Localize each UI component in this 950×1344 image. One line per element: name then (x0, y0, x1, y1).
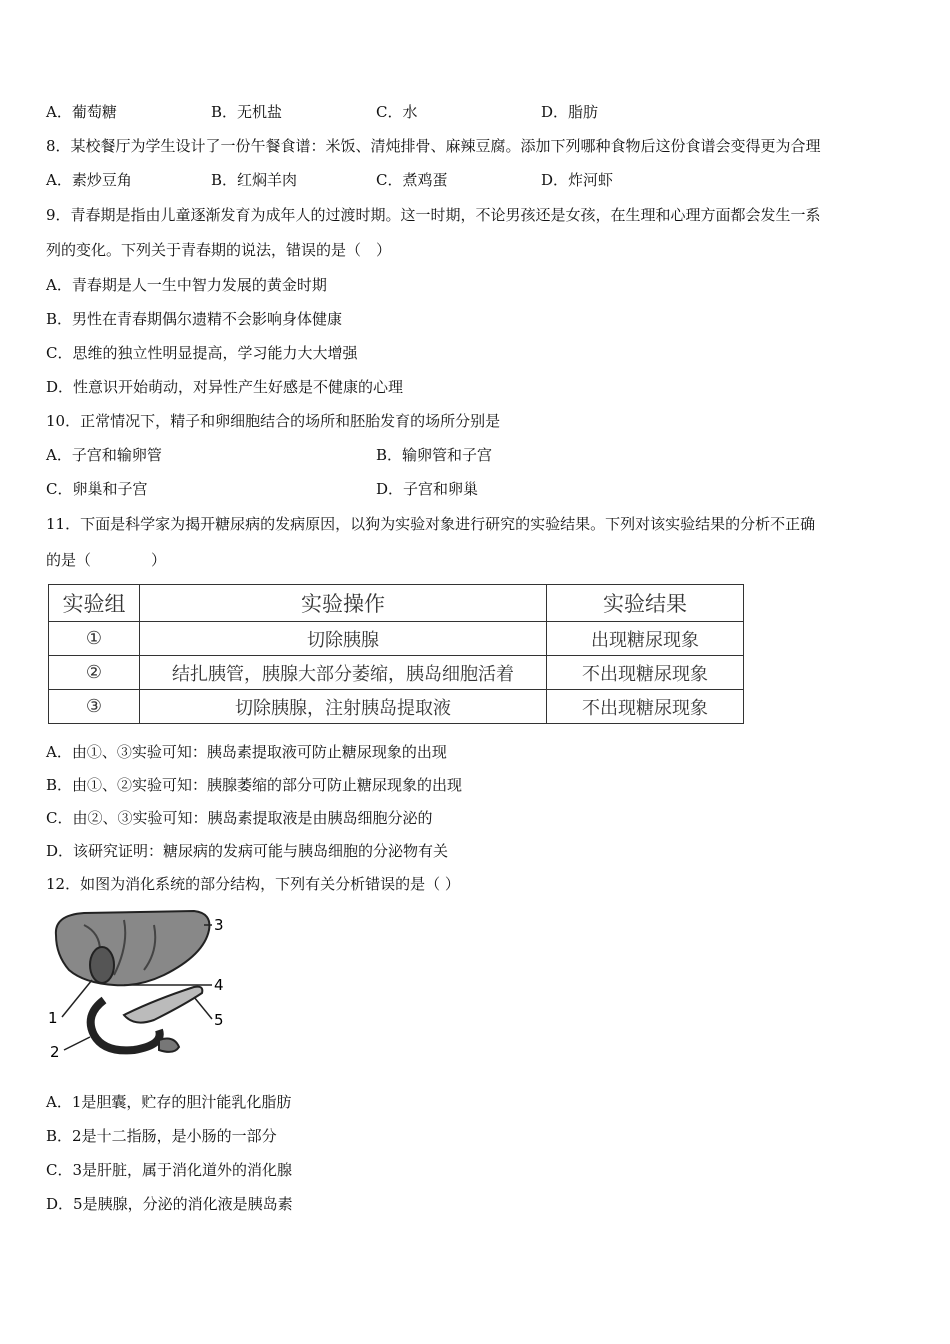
table-cell: 不出现糖尿现象 (547, 656, 744, 690)
q11-option-a: A．由①、③实验可知：胰岛素提取液可防止糖尿现象的出现 (46, 743, 447, 761)
q7-option-d: D．脂肪 (541, 103, 599, 121)
q7-option-b: B．无机盐 (211, 103, 283, 121)
pancreas-shape (124, 987, 202, 1023)
q11-option-d: D．该研究证明：糖尿病的发病可能与胰岛细胞的分泌物有关 (46, 842, 449, 860)
table-cell: ② (49, 656, 140, 690)
q9-option-c: C．思维的独立性明显提高，学习能力大大增强 (46, 344, 358, 362)
q12-stem: 12．如图为消化系统的部分结构，下列有关分析错误的是（ ） (46, 875, 460, 893)
table-row (49, 622, 744, 656)
q7-options (46, 102, 706, 122)
q9-option-d: D．性意识开始萌动，对异性产生好感是不健康的心理 (46, 378, 404, 396)
table-header: 实验操作 (140, 585, 547, 622)
q9-stem-line1: 9．青春期是指由儿童逐渐发育为成年人的过渡时期。这一时期，不论男孩还是女孩，在生理和心理方面都会发生一系 (46, 206, 821, 224)
q8-option-b: B．红焖羊肉 (211, 171, 298, 189)
figure-label-1: 1 (48, 1009, 58, 1027)
q8-option-c: C．煮鸡蛋 (376, 171, 448, 189)
table-row (49, 656, 744, 690)
table-cell: ① (49, 622, 140, 656)
table-header-row (49, 585, 744, 622)
liver-shape (56, 911, 210, 985)
q7-option-c: C．水 (376, 103, 418, 121)
experiment-table (48, 584, 744, 724)
q8-stem: 8．某校餐厅为学生设计了一份午餐食谱：米饭、清炖排骨、麻辣豆腐。添加下列哪种食物后这份食谱会变得更为合理 (46, 137, 821, 155)
q12-option-b: B．2是十二指肠，是小肠的一部分 (46, 1127, 277, 1145)
q10-stem: 10．正常情况下，精子和卵细胞结合的场所和胚胎发育的场所分别是 (46, 412, 501, 430)
q7-option-a: A．葡萄糖 (46, 103, 117, 121)
q8-option-d: D．炸河虾 (541, 171, 614, 189)
q8-options (46, 170, 706, 190)
q10-option-d: D．子宫和卵巢 (376, 480, 479, 498)
q11-option-c: C．由②、③实验可知：胰岛素提取液是由胰岛细胞分泌的 (46, 809, 433, 827)
table-cell: 切除胰腺，注射胰岛提取液 (140, 690, 547, 724)
q10-option-c: C．卵巢和子宫 (46, 480, 148, 498)
q12-option-a: A．1是胆囊，贮存的胆汁能乳化脂肪 (46, 1093, 292, 1111)
table-cell: 切除胰腺 (140, 622, 547, 656)
table-header: 实验结果 (547, 585, 744, 622)
q10-options-row2 (46, 479, 706, 499)
q10-option-a: A．子宫和输卵管 (46, 446, 162, 464)
q8-option-a: A．素炒豆角 (46, 171, 132, 189)
figure-label-2: 2 (50, 1043, 60, 1061)
table-cell: ③ (49, 690, 140, 724)
table-cell: 出现糖尿现象 (547, 622, 744, 656)
q10-option-b: B．输卵管和子宫 (376, 446, 493, 464)
figure-label-5: 5 (214, 1011, 224, 1029)
q9-option-b: B．男性在青春期偶尔遗精不会影响身体健康 (46, 310, 343, 328)
q9-option-a: A．青春期是人一生中智力发展的黄金时期 (46, 276, 327, 294)
q9-stem-line2: 列的变化。下列关于青春期的说法，错误的是（ ） (46, 241, 392, 259)
q11-stem-line2: 的是（ ） (46, 551, 167, 569)
q12-option-d: D．5是胰腺，分泌的消化液是胰岛素 (46, 1195, 293, 1213)
digestive-system-figure (44, 905, 234, 1065)
q12-option-c: C．3是肝脏，属于消化道外的消化腺 (46, 1161, 293, 1179)
q11-option-b: B．由①、②实验可知：胰腺萎缩的部分可防止糖尿现象的出现 (46, 776, 463, 794)
figure-label-3: 3 (214, 916, 224, 934)
q10-options-row1 (46, 445, 706, 465)
table-cell: 不出现糖尿现象 (547, 690, 744, 724)
table-row (49, 690, 744, 724)
table-header: 实验组 (49, 585, 140, 622)
figure-label-4: 4 (214, 976, 224, 994)
table-cell: 结扎胰管，胰腺大部分萎缩，胰岛细胞活着 (140, 656, 547, 690)
gallbladder-shape (90, 947, 114, 983)
q11-stem-line1: 11．下面是科学家为揭开糖尿病的发病原因，以狗为实验对象进行研究的实验结果。下列对该实验结果的分析不正确 (46, 515, 816, 533)
